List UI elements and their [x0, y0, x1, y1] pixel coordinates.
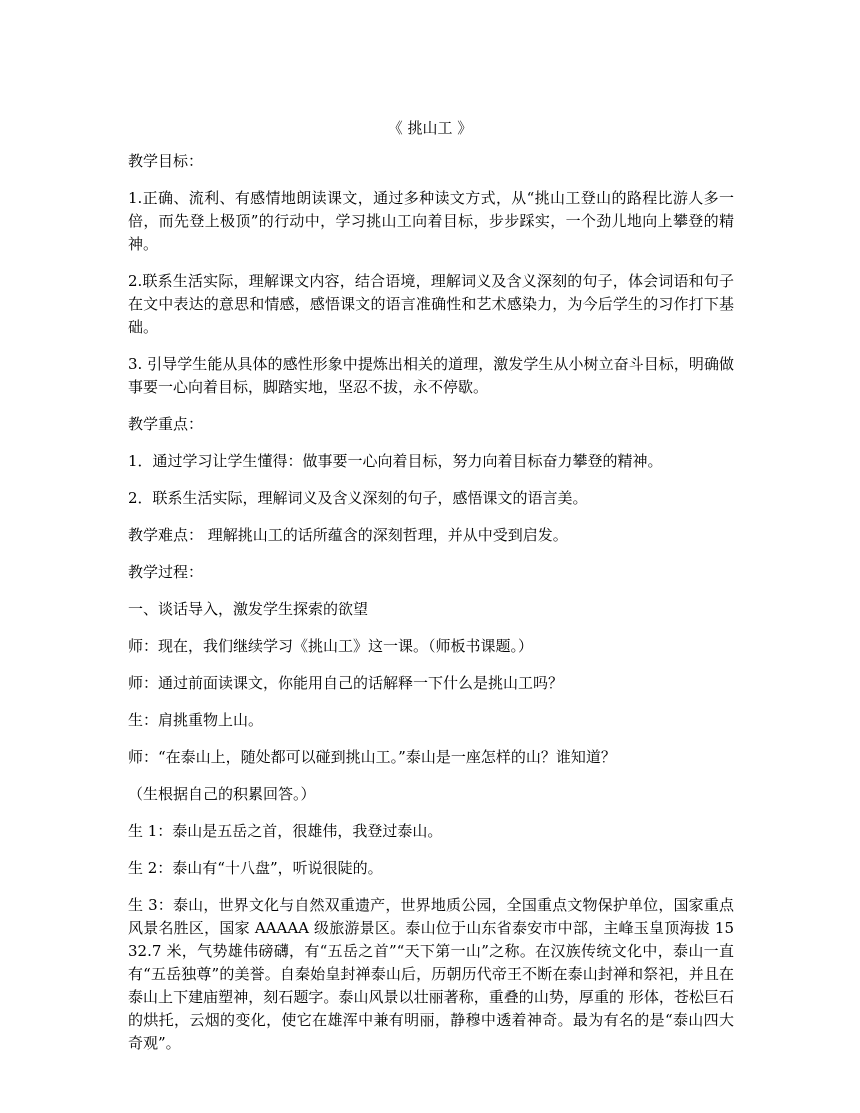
dialogue-note: （生根据自己的积累回答。） [128, 785, 316, 803]
dialogue-line-long: 生 3：泰山，世界文化与自然双重遗产，世界地质公园，全国重点文物保护单位，国家重点风景名胜区，国家 AAAAA 级旅游景区。泰山位于山东省泰安市中部，主峰玉皇顶海拔 1532.7 米，气势雄伟磅礴，有“五岳之首”“天下第一山”之称。在汉族传统文化中，泰山一直有“五岳独尊”的美誉。自秦始皇封禅泰山后，历朝历代帝王不断在泰山封禅和祭祀，并且在泰山上下建庙塑神，刻石题字。泰山风景以壮丽著称，重叠的山势，厚重的 形体，苍松巨石的烘托，云烟的变化，使它在雄浑中兼有明丽，静穆中透着神奇。最为有名的是“泰山四大奇观”。 [128, 896, 734, 1052]
document-body [128, 150, 734, 1069]
dialogue-line: 师：“在泰山上，随处都可以碰到挑山工。”泰山是一座怎样的山？谁知道？ [128, 748, 616, 766]
dialogue-line: 生 2：泰山有“十八盘”，听说很陡的。 [128, 859, 383, 877]
process-step-1: 一、谈话导入，激发学生探索的欲望 [128, 600, 369, 618]
dialogue-line: 师：现在，我们继续学习《挑山工》这一课。（师板书课题。） [128, 637, 534, 655]
objective-2: 2.联系生活实际，理解课文内容，结合语境，理解词义及含义深刻的句子，体会词语和句子在文中表达的意思和情感，感悟课文的语言准确性和艺术感染力，为今后学生的习作打下基础。 [128, 272, 734, 336]
dialogue-line: 生：肩挑重物上山。 [128, 711, 264, 729]
heading-key-points: 教学重点： [128, 415, 204, 433]
difficult-points: 教学难点： 理解挑山工的话所蕴含的深刻哲理，并从中受到启发。 [128, 526, 568, 544]
key-point-1: 1．通过学习让学生懂得：做事要一心向着目标，努力向着目标奋力攀登的精神。 [128, 452, 663, 470]
dialogue-line: 生 1：泰山是五岳之首，很雄伟，我登过泰山。 [128, 822, 443, 840]
key-point-2: 2．联系生活实际，理解词义及含义深刻的句子，感悟课文的语言美。 [128, 489, 588, 507]
objective-1: 1.正确、流利、有感情地朗读课文，通过多种读文方式，从“挑山工登山的路程比游人多一倍，而先登上极顶”的行动中，学习挑山工向着目标，步步踩实，一个劲儿地向上攀登的精神。 [128, 189, 734, 253]
heading-objectives: 教学目标： [128, 152, 204, 170]
dialogue-line: 师：通过前面读课文，你能用自己的话解释一下什么是挑山工吗？ [128, 674, 564, 692]
document-title: 《 挑山工 》 [387, 119, 473, 137]
heading-process: 教学过程： [128, 563, 204, 581]
objective-3: 3. 引导学生能从具体的感性形象中提炼出相关的道理，激发学生从小树立奋斗目标，明确做事要一心向着目标，脚踏实地，坚忍不拔，永不停歇。 [128, 355, 734, 396]
